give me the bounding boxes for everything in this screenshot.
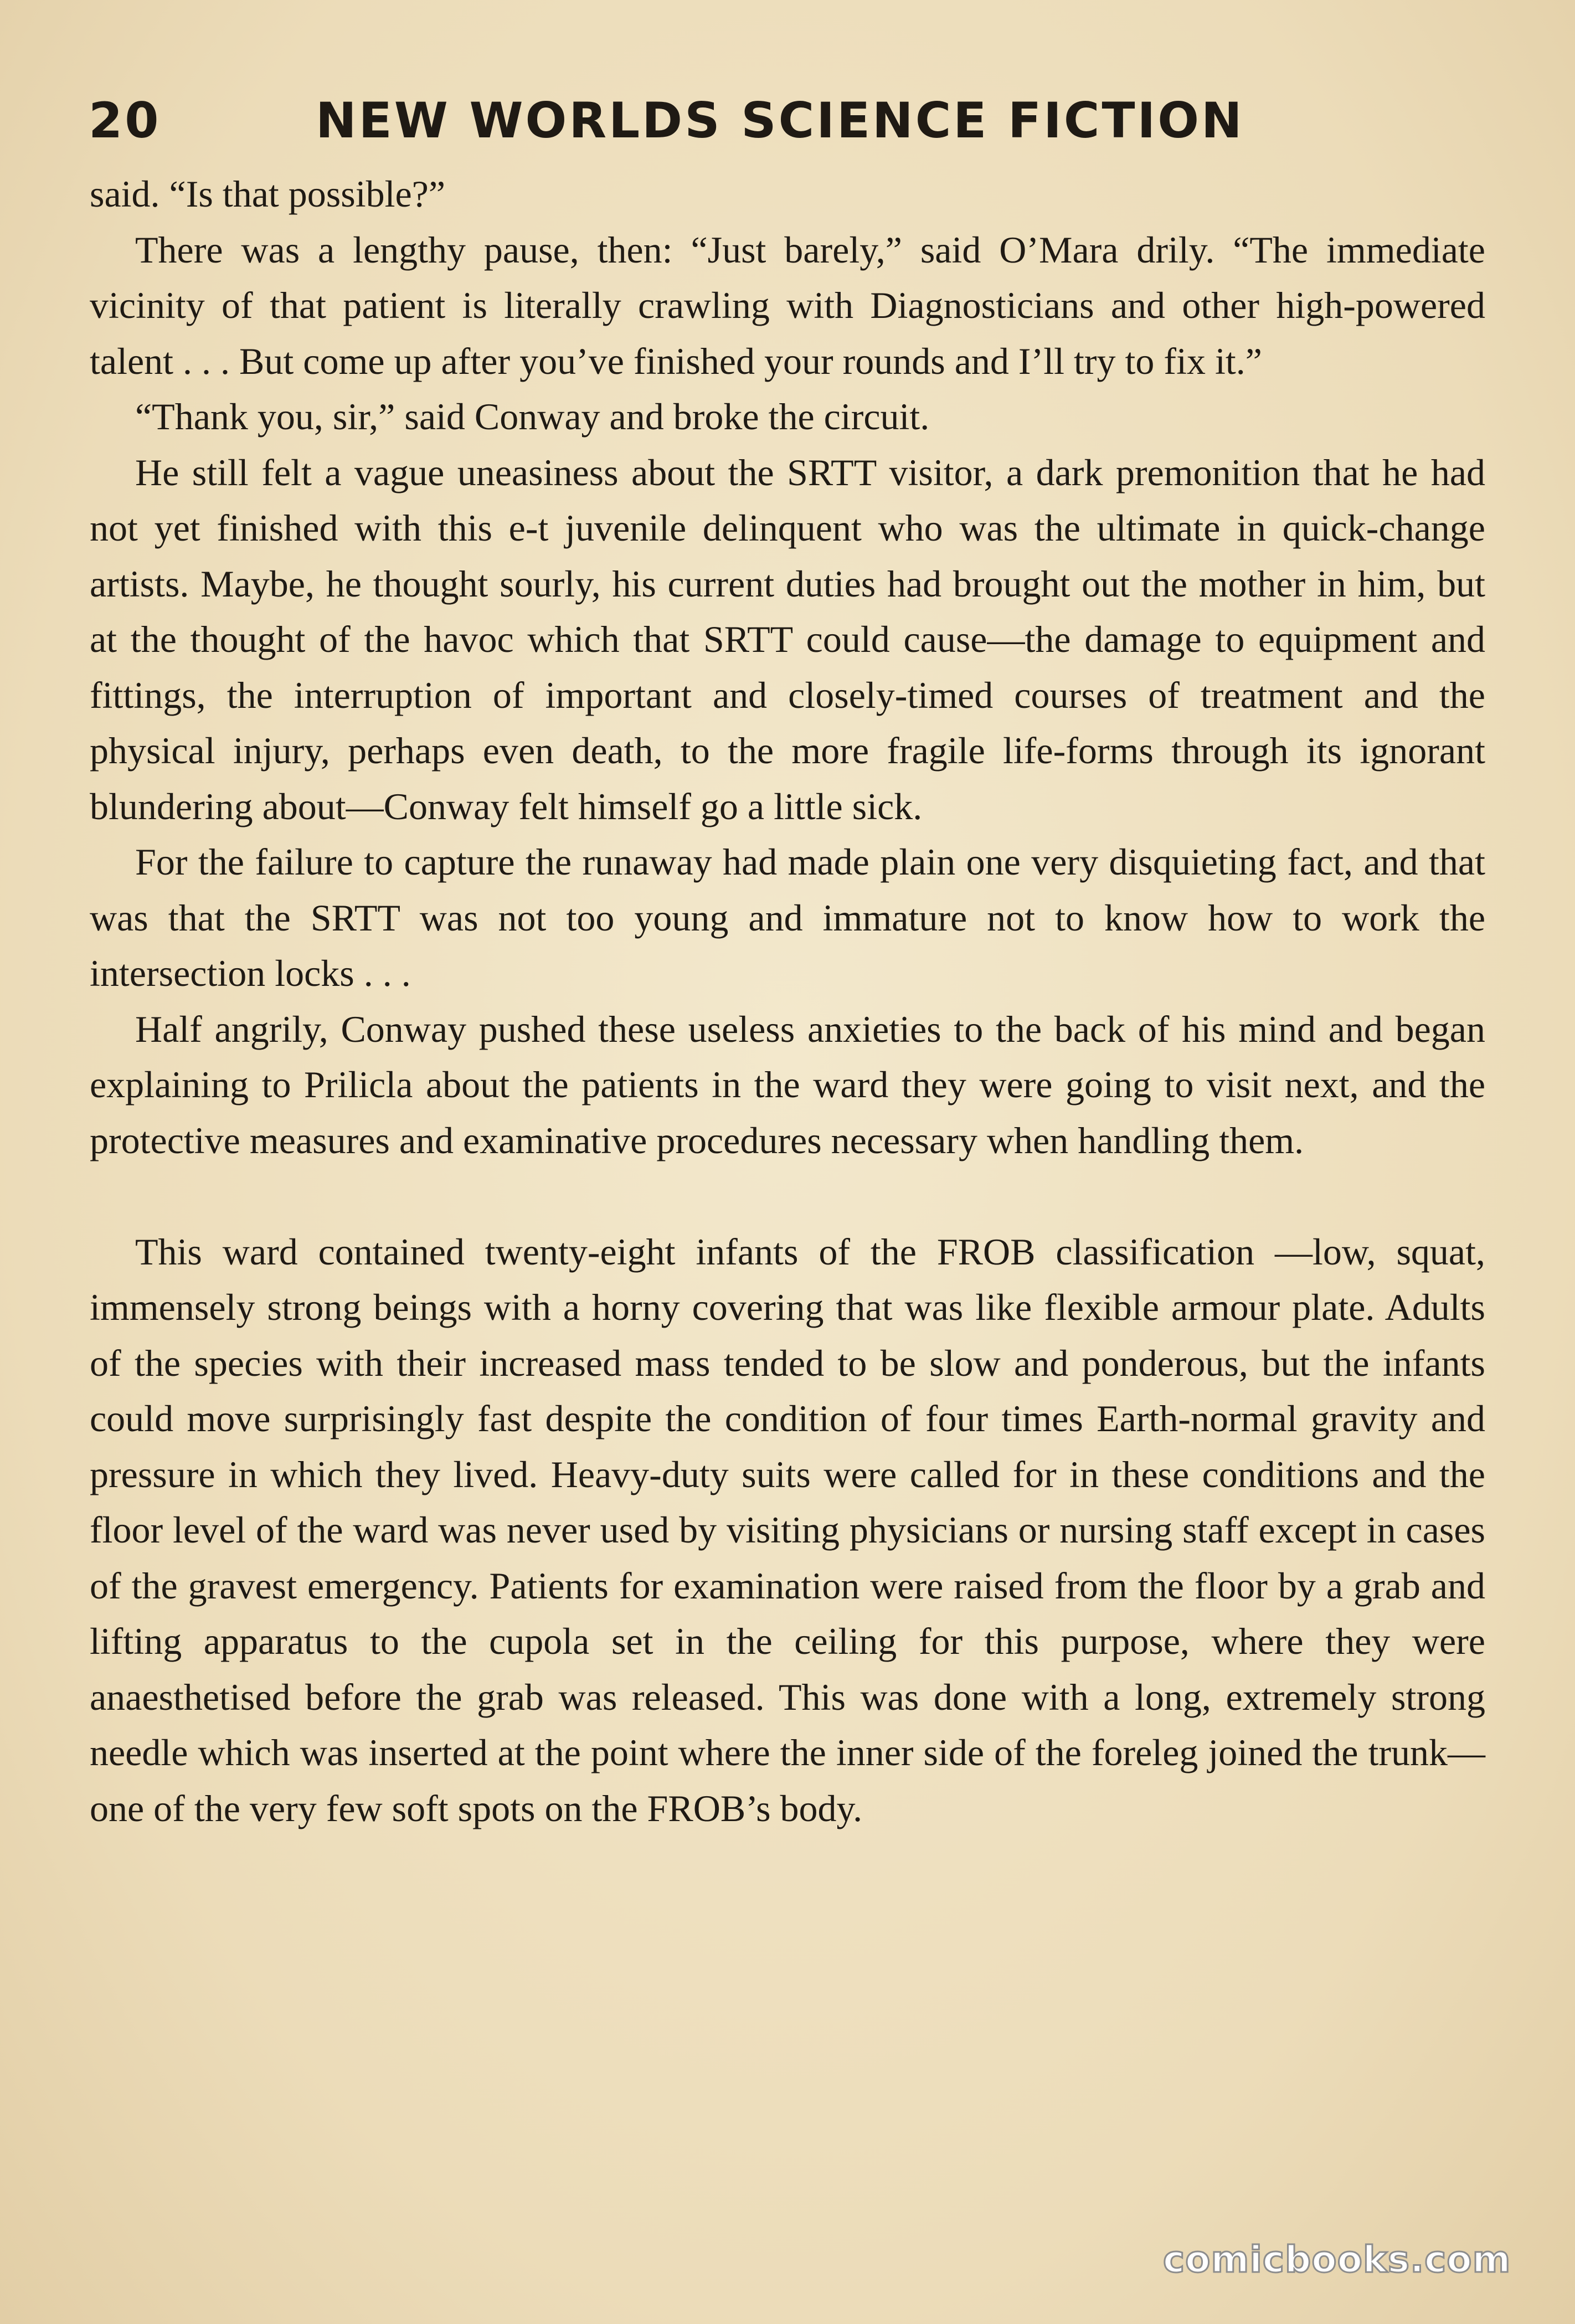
- paragraph-continuation: said. “Is that possible?”: [90, 173, 446, 215]
- paragraph: “Thank you, sir,” said Conway and broke the circuit.: [135, 395, 930, 438]
- page-number: 20: [89, 92, 161, 149]
- body-text: [90, 166, 1485, 1836]
- watermark-text: comicbooks.com: [1163, 2238, 1511, 2281]
- magazine-title: NEW WORLDS SCIENCE FICTION: [316, 92, 1244, 149]
- paragraph: For the failure to capture the runaway had made plain one very disquieting fact, and that was that the SRTT was not too young and immature not to know how to work the intersection locks . . .: [90, 841, 1485, 994]
- paragraph: Half angrily, Conway pushed these useless anxieties to the back of his mind and began explaining to Prilicla about the patients in the ward they were going to visit next, and the protective measures and examinative procedures necessary when handling them.: [90, 1007, 1485, 1161]
- paragraph: He still felt a vague uneasiness about the SRTT visitor, a dark premonition that he had not yet finished with this e-t juvenile delinquent who was the ultimate in quick-change artists. Maybe, he thought sourly, his current duties had brought out the mother in him, but at the thought of the havoc which that SRTT could cause—the damage to equipment and fittings, the interruption of important and closely-timed courses of treatment and the physical injury, perhaps even death, to the more fragile life-forms through its ignorant blundering about—Conway felt himself go a little sick.: [90, 451, 1485, 827]
- paragraph: There was a lengthy pause, then: “Just barely,” said O’Mara drily. “The immediate vicinity of that patient is literally crawling with Diagnosticians and other high-powered talent . . . But come up after you’ve finished your rounds and I’ll try to fix it.”: [90, 228, 1485, 382]
- paragraph-section-start: This ward contained twenty-eight infants of the FROB classification —low, squat, immensely strong beings with a horny covering that was like flexible armour plate. Adults of the species with their increased mass tended to be slow and ponderous, but the infants could move surprisingly fast despite the condition of four times Earth-normal gravity and pressure in which they lived. Heavy-duty suits were called for in these conditions and the floor level of the ward was never used by visiting physicians or nursing staff except in cases of the gravest emergency. Patients for examination were raised from the floor by a grab and lifting apparatus to the cupola set in the ceiling for this purpose, where they were anaesthetised before the grab was released. This was done with a long, extremely strong needle which was inserted at the point where the inner side of the foreleg joined the trunk—one of the very few soft spots on the FROB’s body.: [90, 1230, 1485, 1829]
- running-header: [89, 88, 1506, 154]
